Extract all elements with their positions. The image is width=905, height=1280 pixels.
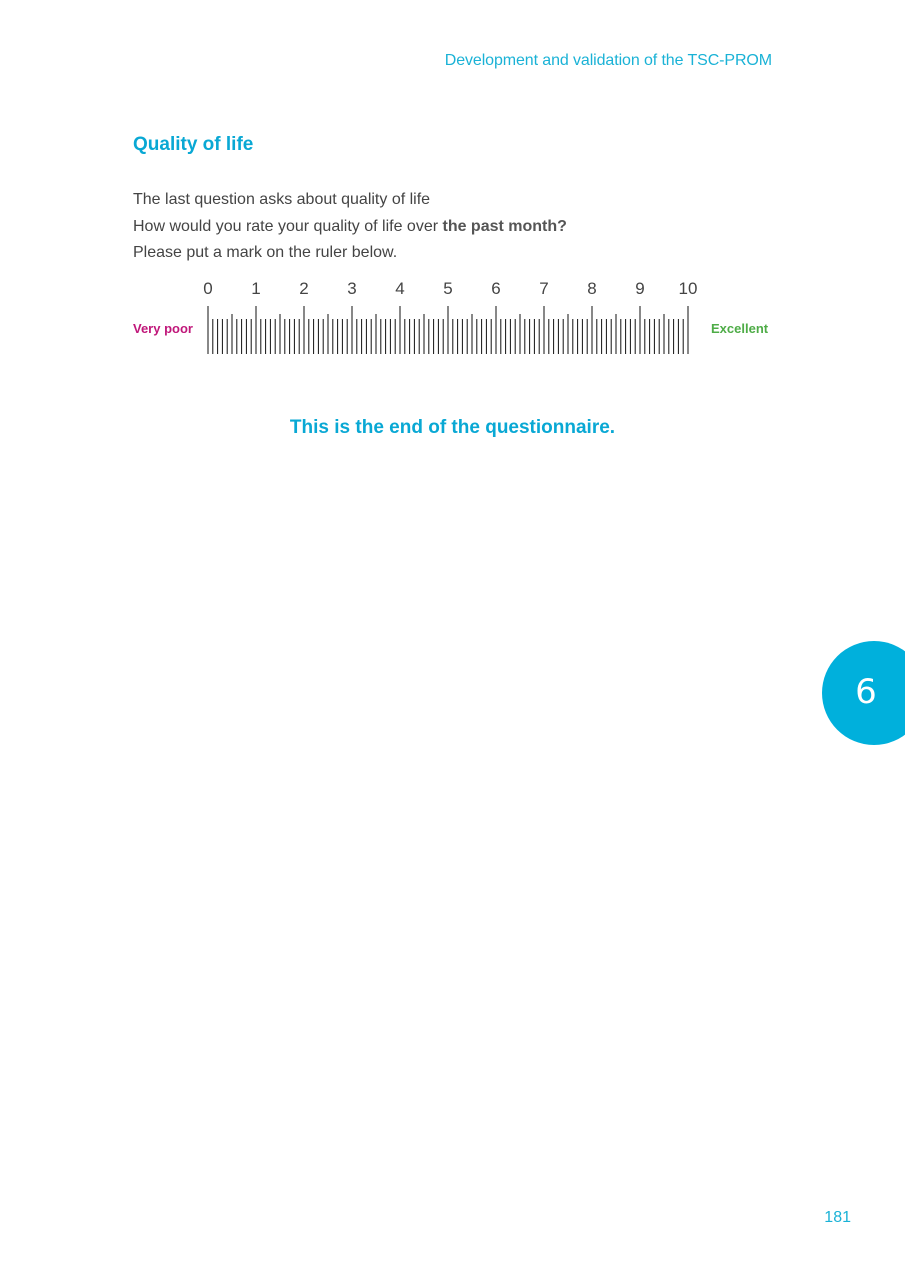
ruler-tick-label: 7 bbox=[539, 279, 549, 298]
ruler-tick-label: 5 bbox=[443, 279, 453, 298]
ruler-tick-label: 2 bbox=[299, 279, 309, 298]
scale-anchor-very-poor: Very poor bbox=[133, 321, 193, 336]
scale-anchor-excellent: Excellent bbox=[711, 321, 769, 336]
chapter-tab bbox=[822, 641, 905, 745]
question-prompt-text: How would you rate your quality of life over bbox=[133, 217, 443, 235]
question-text bbox=[133, 187, 567, 267]
ruler-tick-label: 4 bbox=[395, 279, 405, 298]
page-number: 181 bbox=[824, 1209, 851, 1226]
ruler-tick-label: 8 bbox=[587, 279, 597, 298]
running-header: Development and validation of the TSC-PROM bbox=[444, 52, 772, 69]
section-title: Quality of life bbox=[133, 134, 254, 155]
ruler-tick-label: 1 bbox=[251, 279, 261, 298]
ruler-tick-label: 10 bbox=[678, 279, 698, 298]
question-prompt bbox=[133, 214, 567, 241]
question-period: the past month? bbox=[442, 217, 567, 235]
ruler-tick-label: 3 bbox=[347, 279, 357, 298]
question-intro: The last question asks about quality of life bbox=[133, 191, 431, 208]
ruler-tick-label: 0 bbox=[203, 279, 213, 298]
rating-ruler[interactable] bbox=[195, 272, 705, 360]
closing-message: This is the end of the questionnaire. bbox=[289, 417, 616, 438]
ruler-tick-label: 9 bbox=[635, 279, 645, 298]
ruler-tick-label: 6 bbox=[491, 279, 501, 298]
chapter-number: 6 bbox=[855, 672, 877, 712]
question-instruction: Please put a mark on the ruler below. bbox=[133, 244, 398, 261]
